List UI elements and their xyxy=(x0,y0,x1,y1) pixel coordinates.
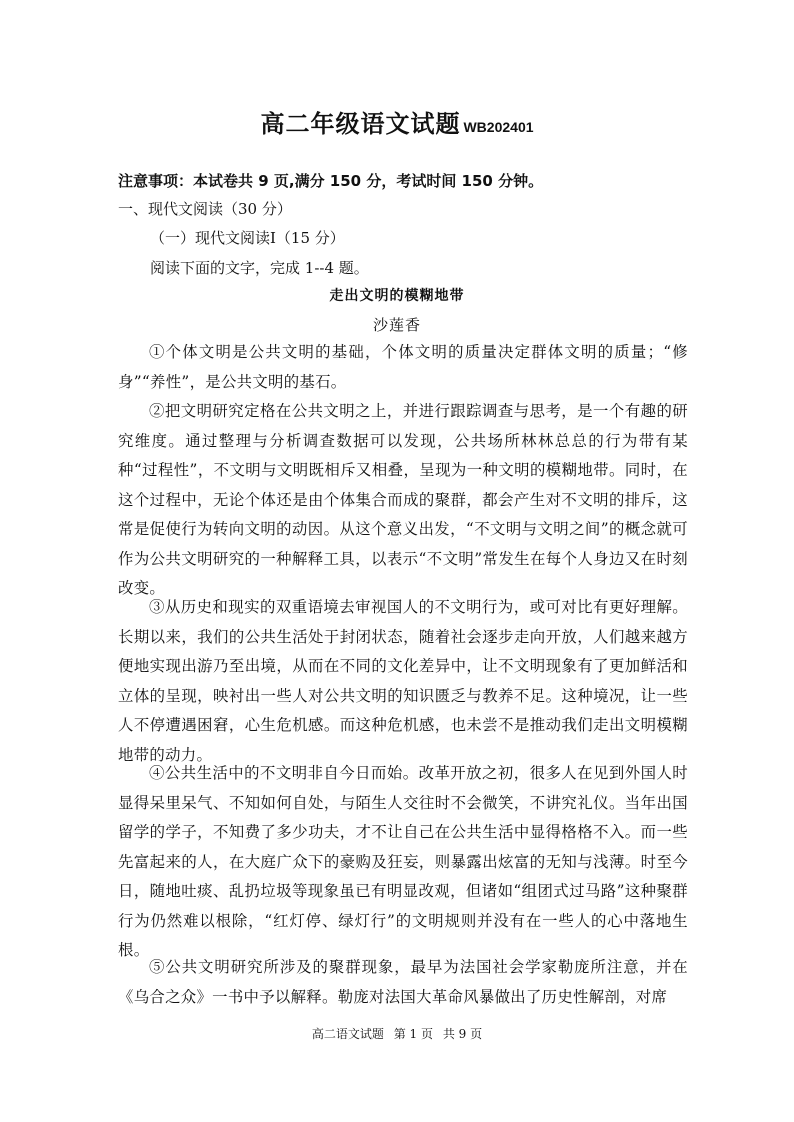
page-footer xyxy=(0,1025,794,1042)
article-paragraph-4: ④公共生活中的不文明非自今日而始。改革开放之初，很多人在见到外国人时显得呆里呆气、不知如何自处，与陌生人交往时不会微笑，不讲究礼仪。当年出国留学的学子，不知费了多少功夫，才不让自己在公共生活中显得格格不入。而一些先富起来的人，在大庭广众下的豪购及狂妄，则暴露出炫富的无知与浅薄。时至今日，随地吐痰、乱扔垃圾等现象虽已有明显改观，但诸如“组团式过马路”这种聚群行为仍然难以根除，“红灯停、绿灯行”的文明规则并没有在一些人的心中落地生根。 xyxy=(118,764,688,959)
notice-text: 注意事项：本试卷共 9 页,满分 150 分，考试时间 150 分钟。 xyxy=(118,172,544,190)
article-title: 走出文明的模糊地带 xyxy=(329,288,465,304)
article-author: 沙莲香 xyxy=(372,316,421,334)
subsection-heading: （一）现代文阅读Ⅰ（15 分） xyxy=(150,229,345,247)
section-heading: 一、现代文阅读（30 分） xyxy=(118,200,292,218)
exam-title: 高二年级语文试题 xyxy=(260,110,461,138)
footer-subject: 高二语文试题 xyxy=(311,1027,384,1041)
article-paragraph-5: ⑤公共文明研究所涉及的聚群现象，最早为法国社会学家勒庞所注意，并在《乌合之众》一书中予以解释。勒庞对法国大革命风暴做出了历史性解剖，对席 xyxy=(118,958,688,1006)
footer-total-pages: 共 9 页 xyxy=(442,1027,483,1041)
reading-instruction: 阅读下面的文字，完成 1--4 题。 xyxy=(150,259,369,277)
exam-code: WB202401 xyxy=(463,119,534,135)
article-paragraph-3: ③从历史和现实的双重语境去审视国人的不文明行为，或可对比有更好理解。长期以来，我们的公共生活处于封闭状态，随着社会逐步走向开放，人们越来越方便地实现出游乃至出境，从而在不同的文化差异中，让不文明现象有了更加鲜活和立体的呈现，映衬出一些人对公共文明的知识匮乏与教养不足。这种境况，让一些人不停遭遇困窘，心生危机感。而这种危机感，也未尝不是推动我们走出文明模糊地带的动力。 xyxy=(118,598,688,764)
page-title xyxy=(0,104,794,139)
footer-page-number: 第 1 页 xyxy=(393,1027,433,1041)
article-paragraph-1: ①个体文明是公共文明的基础，个体文明的质量决定群体文明的质量；“修身”“养性”，是公共文明的基石。 xyxy=(118,343,688,391)
article-paragraph-2: ②把文明研究定格在公共文明之上，并进行跟踪调查与思考，是一个有趣的研究维度。通过整理与分析调查数据可以发现，公共场所林林总总的行为带有某种“过程性”，不文明与文明既相斥又相叠，呈现为一种文明的模糊地带。同时，在这个过程中，无论个体还是由个体集合而成的聚群，都会产生对不文明的排斥，这常是促使行为转向文明的动因。从这个意义出发，“不文明与文明之间”的概念就可作为公共文明研究的一种解释工具，以表示“不文明”常发生在每个人身边又在时刻改变。 xyxy=(118,402,688,597)
